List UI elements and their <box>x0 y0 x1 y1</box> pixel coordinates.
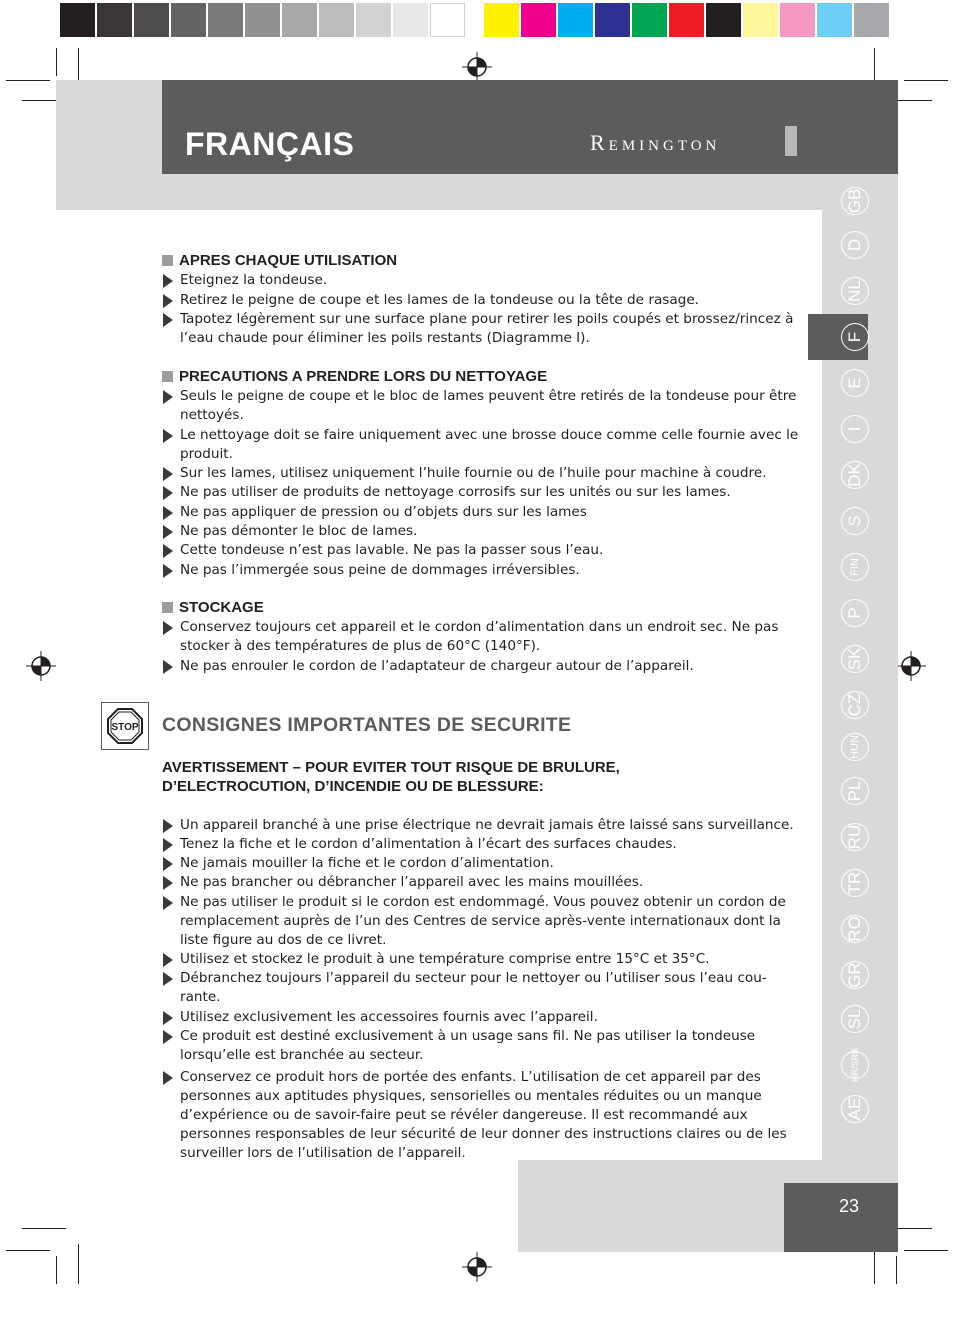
stop-sign-icon <box>107 708 143 744</box>
language-tab-label: PL <box>841 777 869 805</box>
safety-item <box>162 1027 802 1065</box>
language-tab-s[interactable] <box>832 498 878 544</box>
language-tab-pl[interactable] <box>832 768 878 814</box>
language-tab-label: CZ <box>841 691 869 719</box>
list-item-text: Conservez toujours cet appareil et le cordon d’alimentation dans un endroit sec. Ne pas stocker à des températures de plus de 60°C (140°F). <box>180 619 779 654</box>
language-tab-e[interactable] <box>832 360 878 406</box>
safety-item <box>162 854 802 873</box>
crop-mark <box>56 48 57 76</box>
language-tab-hr-srb[interactable] <box>832 1042 878 1088</box>
color-swatch <box>484 3 519 37</box>
section-title: PRECAUTIONS A PRENDRE LORS DU NETTOYAGE <box>179 368 548 385</box>
language-tab-label: HR/SRB <box>841 1051 869 1079</box>
color-swatch <box>521 3 556 37</box>
safety-title: CONSIGNES IMPORTANTES DE SECURITE <box>162 714 572 736</box>
list-item <box>162 310 802 348</box>
language-tab-label: DK <box>841 461 869 489</box>
list-item-text: Ne pas utiliser de produits de nettoyage corrosifs sur les unités ou sur les lames. <box>180 484 731 500</box>
color-swatch <box>706 3 741 37</box>
list-item <box>162 541 802 560</box>
list-item <box>162 503 802 522</box>
color-swatch <box>595 3 630 37</box>
color-swatch <box>393 3 428 37</box>
language-tab-dk[interactable] <box>832 452 878 498</box>
language-tab-label: D <box>841 231 869 259</box>
list-item <box>162 271 802 290</box>
language-tab-fin[interactable] <box>832 544 878 590</box>
registration-mark-bottom-icon <box>462 1252 492 1282</box>
language-tab-sk[interactable] <box>832 636 878 682</box>
crop-mark <box>6 80 50 81</box>
page-number-box <box>784 1183 898 1252</box>
language-tab-p[interactable] <box>832 590 878 636</box>
safety-item-text: Ne pas brancher ou débrancher l’appareil avec les mains mouillées. <box>180 874 644 890</box>
list-item-text: Ne pas l’immergée sous peine de dommages irréversibles. <box>180 562 580 578</box>
safety-item <box>162 873 802 892</box>
registration-mark-right-icon <box>896 651 926 681</box>
list-item <box>162 291 802 310</box>
language-tab-label: TR <box>841 869 869 897</box>
crop-mark <box>56 1256 57 1284</box>
list-item <box>162 464 802 483</box>
color-swatch <box>171 3 206 37</box>
color-swatch <box>780 3 815 37</box>
language-tab-label: GR <box>841 961 869 989</box>
color-swatch <box>208 3 243 37</box>
color-swatch <box>430 3 465 37</box>
safety-item-text: Débranchez toujours l’appareil du secteur pour le nettoyer ou l’utiliser sous l’eau cou-rante. <box>180 970 767 1005</box>
color-swatch <box>60 3 95 37</box>
language-tab-label: E <box>841 369 869 397</box>
list-item-text: Tapotez légèrement sur une surface plane pour retirer les poils coupés et brossez/rincez à l’eau chaude pour éliminer les poils restants (Diagramme I). <box>180 311 794 346</box>
color-swatch <box>817 3 852 37</box>
language-tab-label: RO <box>841 915 869 943</box>
language-tab-sl[interactable] <box>832 996 878 1042</box>
safety-item-text: Ce produit est destiné exclusivement à un usage sans fil. Ne pas utiliser la tondeuse lorsqu’elle est branchée au secteur. <box>180 1028 756 1063</box>
safety-item <box>162 893 802 950</box>
color-swatch <box>282 3 317 37</box>
list-item-text: Le nettoyage doit se faire uniquement avec une brosse douce comme celle fournie avec le produit. <box>180 427 799 462</box>
safety-item <box>162 1008 802 1027</box>
language-tab-label: FIN <box>841 553 869 581</box>
safety-item-text: Ne jamais mouiller la fiche et le cordon d’alimentation. <box>180 855 554 871</box>
list-item-text: Sur les lames, utilisez uniquement l’huile fournie ou de l’huile pour machine à coudre. <box>180 465 767 481</box>
list-item <box>162 561 802 580</box>
language-tab-label: I <box>841 415 869 443</box>
language-tab-hun[interactable] <box>832 724 878 770</box>
language-tab-label: HUN <box>841 733 869 761</box>
list-item-text: Ne pas démonter le bloc de lames. <box>180 523 418 539</box>
crop-mark <box>896 1256 897 1284</box>
brand-logo: Remington <box>590 130 721 155</box>
language-tabs <box>822 174 898 1164</box>
section-heading <box>162 252 397 269</box>
section-square-icon <box>162 255 173 266</box>
safety-item <box>162 969 802 1007</box>
list-item <box>162 483 802 502</box>
color-swatch <box>134 3 169 37</box>
safety-item-text: Conservez ce produit hors de portée des enfants. L’utilisation de cet appareil par des personnes aux aptitudes physiques, sensorielles ou mentales réduites ou un manque d’expérience ou de savoir-faire peut se révéler dangereuse. Il est recommandé aux personnes responsables de leur sécurité de leur donner des instructions claires ou de les surveiller lors de l’utilisation de l’appareil. <box>180 1069 787 1161</box>
list-item <box>162 426 802 464</box>
list-item-text: Ne pas appliquer de pression ou d’objets durs sur les lames <box>180 504 587 520</box>
safety-warning <box>162 758 782 796</box>
brand-bar <box>785 126 797 156</box>
list-item <box>162 387 802 425</box>
color-swatch <box>669 3 704 37</box>
list-item-text: Ne pas enrouler le cordon de l’adaptateur de chargeur autour de l’appareil. <box>180 658 694 674</box>
color-swatch <box>245 3 280 37</box>
language-tab-ae[interactable] <box>832 1086 878 1132</box>
language-tab-ro[interactable] <box>832 906 878 952</box>
crop-mark <box>904 1250 948 1251</box>
list-item <box>162 618 802 656</box>
section-heading <box>162 368 547 385</box>
section-square-icon <box>162 602 173 613</box>
safety-item <box>162 835 802 854</box>
color-swatch <box>319 3 354 37</box>
warning-line-1: AVERTISSEMENT – POUR EVITER TOUT RISQUE DE BRULURE, <box>162 759 620 776</box>
warning-line-2: D’ELECTROCUTION, D’INCENDIE OU DE BLESSURE: <box>162 778 544 795</box>
registration-mark-left-icon <box>26 651 56 681</box>
language-tab-label: RU <box>841 823 869 851</box>
color-swatch <box>632 3 667 37</box>
section-square-icon <box>162 371 173 382</box>
safety-item <box>162 816 802 835</box>
list-item-text: Cette tondeuse n’est pas lavable. Ne pas la passer sous l’eau. <box>180 542 604 558</box>
language-tab-label: S <box>841 507 869 535</box>
stop-sign-box <box>101 702 149 750</box>
language-tab-label: SL <box>841 1005 869 1033</box>
grayscale-swatches <box>60 3 467 37</box>
crop-mark <box>78 1244 79 1284</box>
section-heading <box>162 599 264 616</box>
safety-item-text: Tenez la fiche et le cordon d’alimentation à l’écart des surfaces chaudes. <box>180 836 677 852</box>
list-item-text: Eteignez la tondeuse. <box>180 272 328 288</box>
language-tab-i[interactable] <box>832 406 878 452</box>
language-tab-ru[interactable] <box>832 814 878 860</box>
crop-mark <box>6 1250 50 1251</box>
language-tab-f[interactable] <box>832 314 878 360</box>
safety-item <box>162 950 802 969</box>
list-item-text: Retirez le peigne de coupe et les lames de la tondeuse ou la tête de rasage. <box>180 292 700 308</box>
language-tab-gr[interactable] <box>832 952 878 998</box>
stop-sign-label: STOP <box>111 722 139 733</box>
safety-item-text: Utilisez et stockez le produit à une température comprise entre 15°C et 35°C. <box>180 951 710 967</box>
language-tab-tr[interactable] <box>832 860 878 906</box>
registration-mark-top-icon <box>462 52 492 82</box>
color-swatch <box>558 3 593 37</box>
language-tab-d[interactable] <box>832 222 878 268</box>
list-item <box>162 657 802 676</box>
language-tab-gb[interactable] <box>832 178 878 224</box>
crop-mark <box>904 80 948 81</box>
language-tab-label: AE <box>841 1095 869 1123</box>
list-item-text: Seuls le peigne de coupe et le bloc de lames peuvent être retirés de la tondeuse pour être nettoyés. <box>180 388 797 423</box>
language-tab-label: GB <box>841 187 869 215</box>
safety-item <box>162 1068 802 1163</box>
color-swatch <box>97 3 132 37</box>
language-tab-label: F <box>841 323 869 351</box>
page-number: 23 <box>838 1196 860 1216</box>
color-swatch <box>743 3 778 37</box>
color-swatch <box>854 3 889 37</box>
crop-mark <box>22 1228 66 1229</box>
color-swatch <box>356 3 391 37</box>
section-title: STOCKAGE <box>179 599 264 616</box>
section-title: APRES CHAQUE UTILISATION <box>179 252 398 269</box>
language-tab-cz[interactable] <box>832 682 878 728</box>
language-title: FRANÇAIS <box>185 126 355 162</box>
list-item <box>162 522 802 541</box>
language-tab-label: NL <box>841 277 869 305</box>
safety-item-text: Utilisez exclusivement les accessoires fournis avec l’appareil. <box>180 1009 598 1025</box>
language-tab-label: SK <box>841 645 869 673</box>
language-tab-label: P <box>841 599 869 627</box>
color-swatches <box>484 3 891 37</box>
safety-item-text: Ne pas utiliser le produit si le cordon est endommagé. Vous pouvez obtenir un cordon de remplacement auprès de l’un des Centres de service après-vente internationaux dont la liste figure au dos de ce livret. <box>180 894 786 948</box>
language-tab-nl[interactable] <box>832 268 878 314</box>
safety-item-text: Un appareil branché à une prise électrique ne devrait jamais être laissé sans surveillance. <box>180 817 794 833</box>
